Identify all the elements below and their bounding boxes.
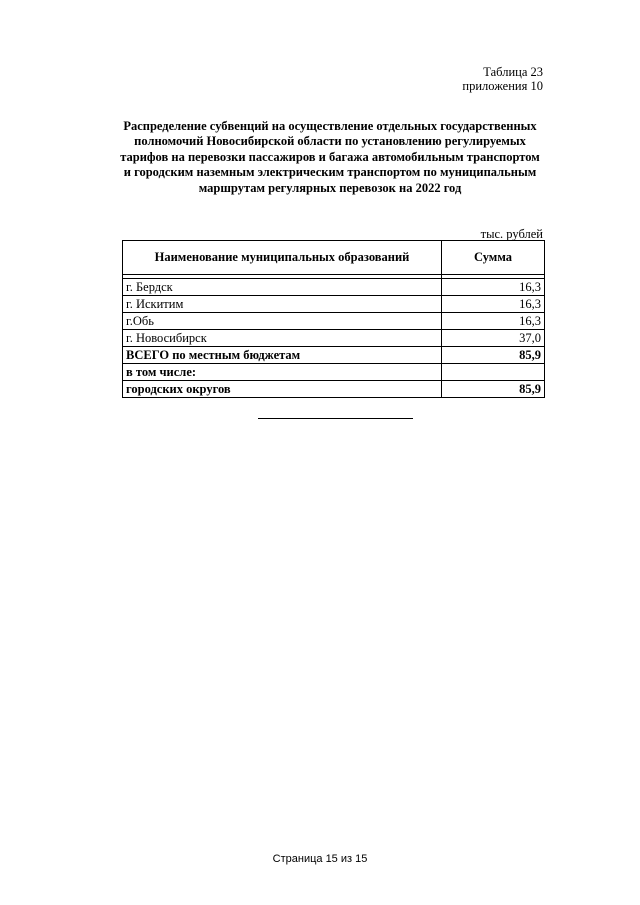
- city-districts-row: [123, 381, 545, 398]
- separator-line: [258, 418, 413, 419]
- page-number: Страница 15 из 15: [272, 853, 368, 865]
- city-districts-label: городских округов: [123, 381, 442, 398]
- row-value: 16,3: [442, 279, 545, 296]
- table-row: [123, 279, 545, 296]
- row-name: г. Новосибирск: [123, 330, 442, 347]
- row-name: г.Обь: [123, 313, 442, 330]
- table-row: [123, 296, 545, 313]
- row-value: 37,0: [442, 330, 545, 347]
- including-value: [442, 364, 545, 381]
- table-header-row: [123, 241, 545, 275]
- document-title: Распределение субвенций на осуществление отдельных государственных полномочий Новосибирской области по установлению регулируемых тарифов на перевозки пассажиров и багажа автомобильным транспортом и городским наземным электрическим транспортом по муниципальным маршрутам регулярных перевозок на 2022 год: [120, 119, 540, 195]
- row-value: 16,3: [442, 313, 545, 330]
- total-label: ВСЕГО по местным бюджетам: [123, 347, 442, 364]
- total-value: 85,9: [442, 347, 545, 364]
- row-value: 16,3: [442, 296, 545, 313]
- including-row: [123, 364, 545, 381]
- table-row: [123, 330, 545, 347]
- table-number: Таблица 23: [483, 65, 543, 79]
- row-name: г. Бердск: [123, 279, 442, 296]
- units-label: тыс. рублей: [480, 227, 543, 241]
- column-header-name: Наименование муниципальных образований: [123, 241, 442, 275]
- appendix-reference: приложения 10: [462, 79, 543, 93]
- city-districts-value: 85,9: [442, 381, 545, 398]
- row-name: г. Искитим: [123, 296, 442, 313]
- table-row: [123, 313, 545, 330]
- column-header-sum: Сумма: [442, 241, 545, 275]
- including-label: в том числе:: [123, 364, 442, 381]
- subsidy-table: [122, 240, 545, 398]
- total-row: [123, 347, 545, 364]
